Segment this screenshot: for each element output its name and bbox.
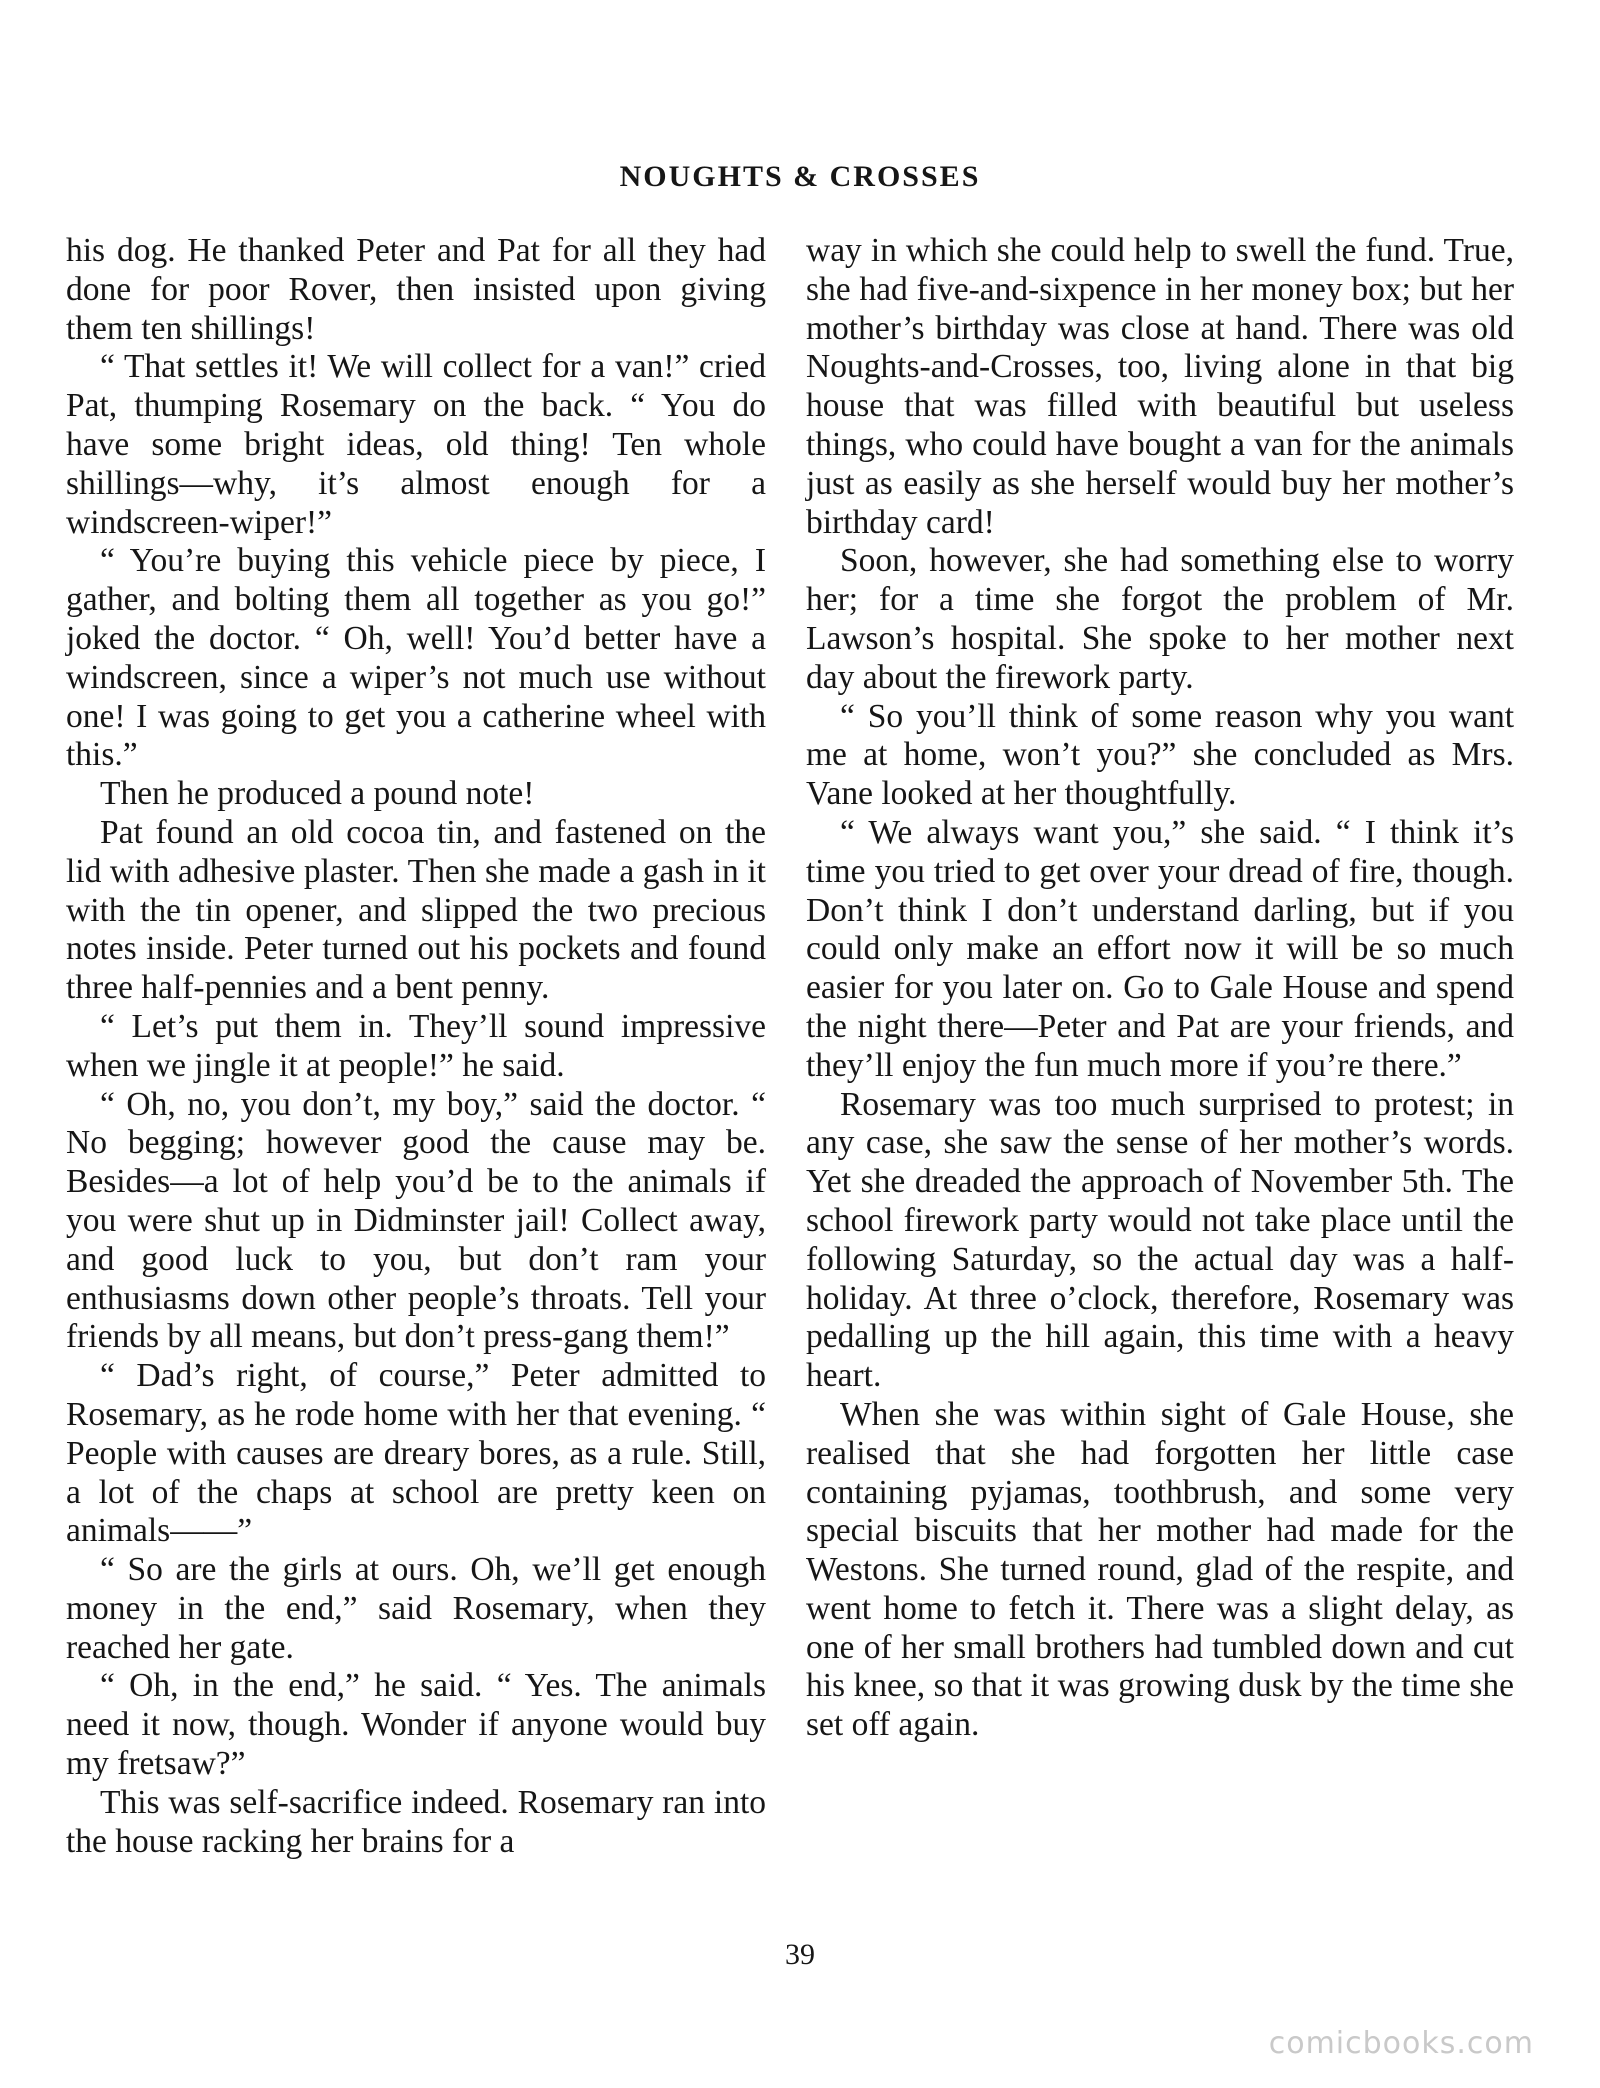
paragraph: Pat found an old cocoa tin, and fastened on the lid with adhesive plaster. Then she made a gash in it with the tin opener, and slipped the two precious notes inside. Peter turned out his pockets and found three half-pennies and a bent penny. — [66, 813, 766, 1007]
paragraph: When she was within sight of Gale House, she realised that she had forgotten her little case containing pyjamas, toothbrush, and some very special biscuits that her mother had made for the Westons. She turned round, glad of the respite, and went home to fetch it. There was a slight delay, as one of her small brothers had tumbled down and cut his knee, so that it was growing dusk by the time she set off again. — [806, 1395, 1514, 1744]
paragraph: “ Oh, no, you don’t, my boy,” said the doctor. “ No begging; however good the cause may be. Besides—a lot of help you’d be to the animals if you were shut up in Didminster jail! Collect away, and good luck to you, but don’t ram your enthusiasms down other people’s throats. Tell your friends by all means, but don’t press-gang them!” — [66, 1085, 766, 1356]
paragraph: Soon, however, she had something else to worry her; for a time she forgot the problem of Mr. Lawson’s hospital. She spoke to her mother next day about the firework party. — [806, 542, 1514, 696]
watermark: comicbooks.com — [1268, 2026, 1534, 2061]
paragraph: way in which she could help to swell the fund. True, she had five-and-sixpence in her money box; but her mother’s birthday was close at hand. There was old Noughts-and-Crosses, too, living alone in that big house that was filled with beautiful but useless things, who could have bought a van for the animals just as easily as she herself would buy her mother’s birthday card! — [806, 232, 1514, 541]
paragraph: his dog. He thanked Peter and Pat for all they had done for poor Rover, then insisted upon giving them ten shillings! — [66, 232, 766, 347]
paragraph: “ Dad’s right, of course,” Peter admitted to Rosemary, as he rode home with her that evening. “ People with causes are dreary bores, as a rule. Still, a lot of the chaps at school are pretty keen on animals——” — [66, 1357, 766, 1550]
paragraph: “ You’re buying this vehicle piece by piece, I gather, and bolting them all together as you go!” joked the doctor. “ Oh, well! You’d better have a windscreen, since a wiper’s not much use without one! I was going to get you a catherine wheel with this.” — [66, 542, 766, 774]
paragraph: “ So are the girls at ours. Oh, we’ll get enough money in the end,” said Rosemary, when they reached her gate. — [66, 1551, 766, 1666]
paragraph: “ That settles it! We will collect for a van!” cried Pat, thumping Rosemary on the back. “ You do have some bright ideas, old thing! Ten whole shillings—why, it’s almost enough for a windscreen-wiper!” — [66, 348, 766, 541]
paragraph: Rosemary was too much surprised to protest; in any case, she saw the sense of her mother’s words. Yet she dreaded the approach of November 5th. The school firework party would not take place until the following Saturday, so the actual day was a half-holiday. At three o’clock, therefore, Rosemary was pedalling up the hill again, this time with a heavy heart. — [806, 1085, 1514, 1395]
running-head: NOUGHTS & CROSSES — [619, 160, 981, 193]
paragraph: This was self-sacrifice indeed. Rosemary ran into the house racking her brains for a — [66, 1783, 766, 1860]
paragraph: Then he produced a pound note! — [100, 775, 535, 813]
left-text-column — [66, 232, 766, 1861]
right-text-column — [806, 232, 1514, 1745]
paragraph: “ Oh, in the end,” he said. “ Yes. The animals need it now, though. Wonder if anyone would buy my fretsaw?” — [66, 1667, 766, 1783]
paragraph: “ So you’ll think of some reason why you want me at home, won’t you?” she concluded as Mrs. Vane looked at her thoughtfully. — [806, 697, 1514, 813]
paragraph: “ Let’s put them in. They’ll sound impressive when we jingle it at people!” he said. — [66, 1007, 766, 1084]
page-number: 39 — [785, 1938, 815, 1971]
paragraph: “ We always want you,” she said. “ I think it’s time you tried to get over your dread of fire, though. Don’t think I don’t understand darling, but if you could only make an effort now it will be so much easier for you later on. Go to Gale House and spend the night there—Peter and Pat are your friends, and they’ll enjoy the fun much more if you’re there.” — [806, 813, 1514, 1084]
